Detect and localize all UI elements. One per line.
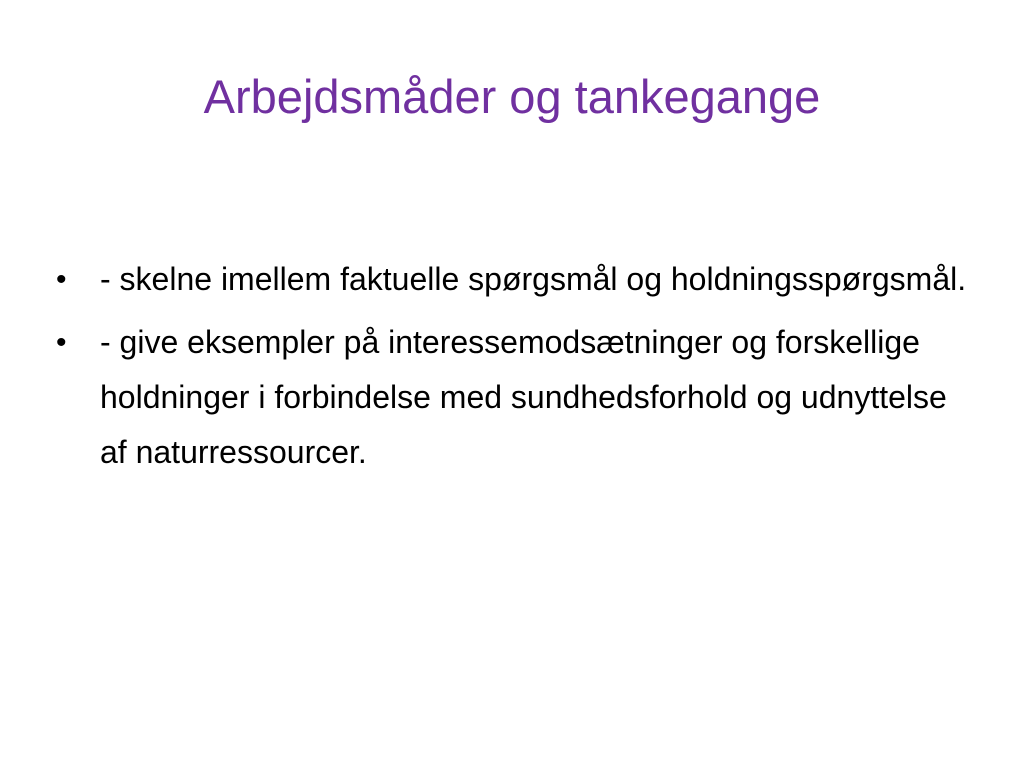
bullet-marker-icon: • bbox=[56, 263, 67, 296]
bullet-item-1 bbox=[56, 252, 976, 307]
bullet-text-2: - give eksempler på interessemodsætninger og forskellige holdninger i forbindelse med sundhedsforhold og udnyttelse af naturressourcer. bbox=[100, 324, 947, 470]
bullet-list bbox=[56, 252, 976, 488]
bullet-text-1: - skelne imellem faktuelle spørgsmål og holdningsspørgsmål. bbox=[100, 261, 967, 297]
bullet-item-2 bbox=[56, 315, 976, 480]
bullet-marker-icon: • bbox=[56, 326, 67, 359]
slide-title: Arbejdsmåder og tankegange bbox=[203, 70, 821, 123]
